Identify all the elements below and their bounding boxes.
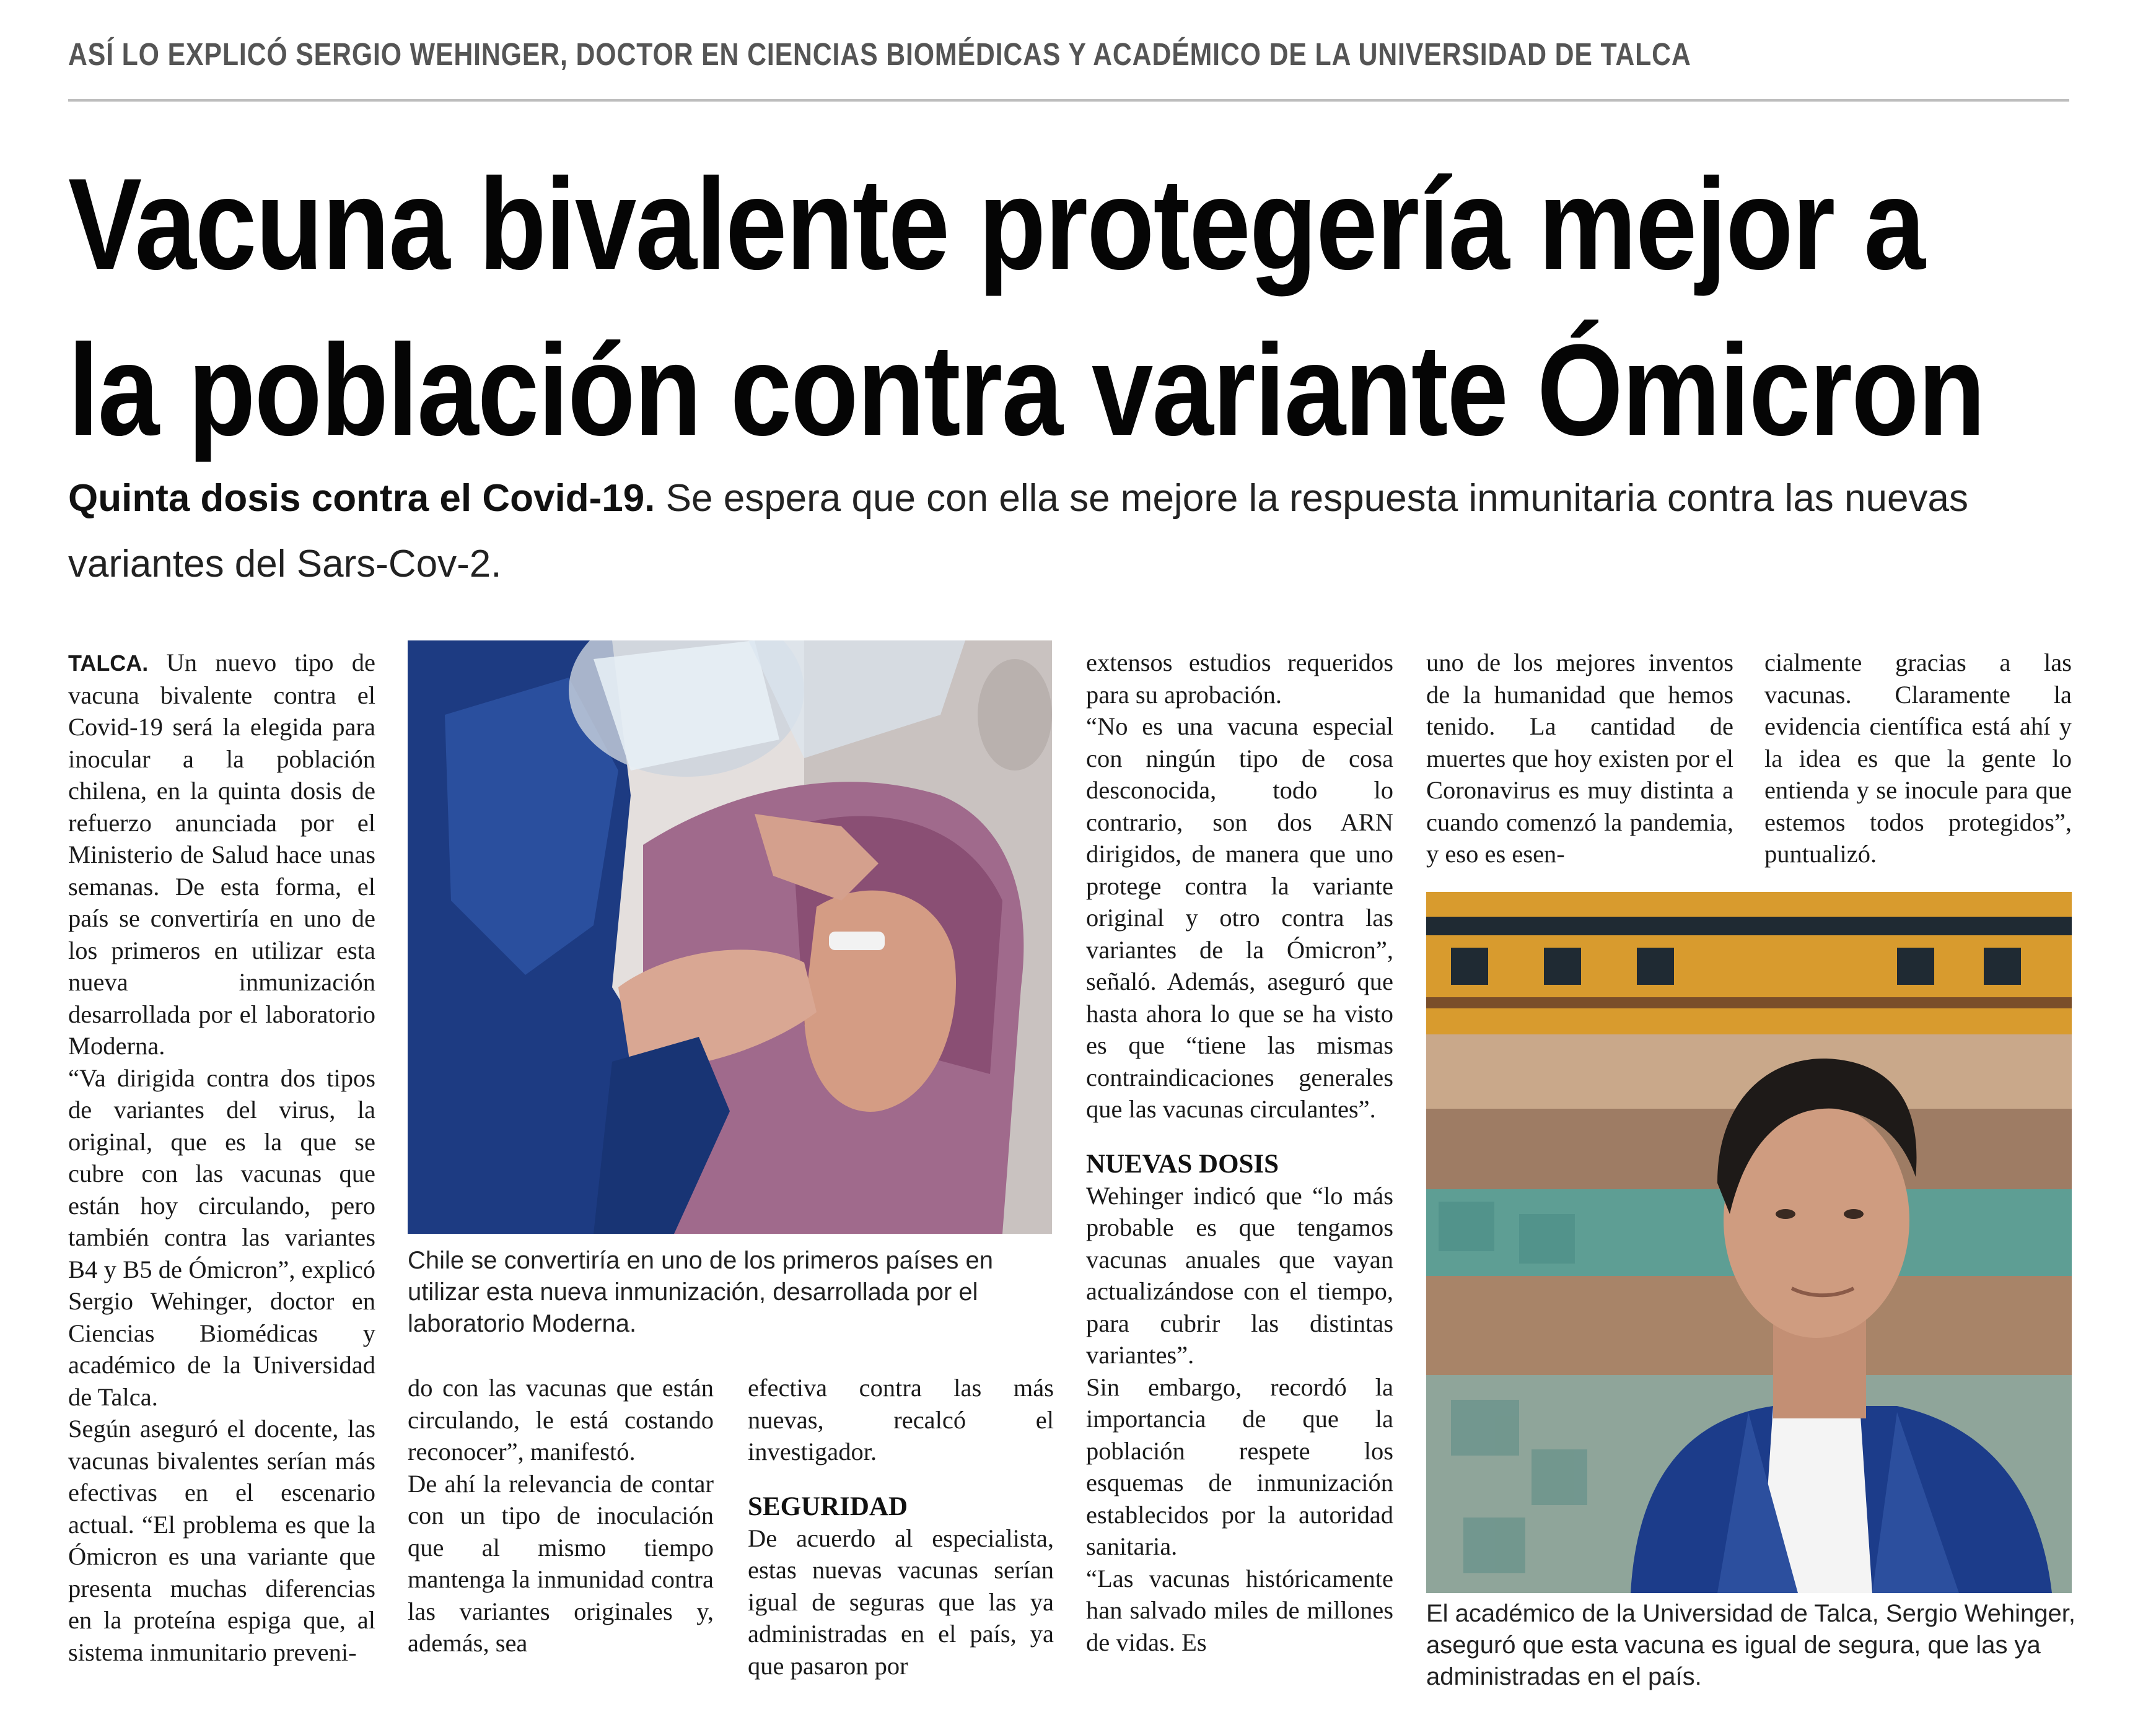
paragraph: De acuerdo al especialista, estas nuevas vacunas serían igual de seguras que las ya administradas en el país, ya que pasaron por <box>748 1524 1054 1680</box>
paragraph: extensos estudios requeridos para su aprobación. <box>1086 649 1393 709</box>
portrait-photo-caption: El académico de la Universidad de Talca, Sergio Wehinger, aseguró que esta vacuna es igual de segura, que las ya administradas en el país. <box>1426 1600 2076 1690</box>
paragraph <box>68 647 375 1062</box>
headline-line-1: Vacuna bivalente protegería mejor a <box>68 151 1925 297</box>
portrait-image <box>1426 892 2072 1593</box>
headline <box>68 141 2069 473</box>
paragraph: “No es una vacuna especial con ningún tipo de cosa desconocida, todo lo contrario, son dos ARN dirigidos, de manera que uno protege contra la variante original y otro contra las variantes de la Ómicron”, señaló. Además, aseguró que hasta ahora lo que se ha visto es que “tiene las mismas contraindicaciones generales que las vacunas circulantes”. <box>1086 712 1393 1123</box>
vaccination-photo-caption: Chile se convertiría en uno de los primeros países en utilizar esta nueva inmunización, desarrollada por el laboratorio Moderna. <box>408 1247 993 1337</box>
paragraph: “Va dirigida contra dos tipos de variantes del virus, la original, que es la que se cubre con las vacunas que están hoy circulando, pero también contra las variantes B4 y B5 de Ómicron”, explicó Sergio Wehinger, doctor en Ciencias Biomédicas y académico de la Universidad de Talca. <box>68 1063 375 1411</box>
paragraph: Sin embargo, recordó la importancia de que la población respete los esquemas de inmunización establecidos por la autoridad sanitaria. <box>1086 1373 1393 1560</box>
paragraph: De ahí la relevancia de contar con un tipo de inoculación que al mismo tiempo mantenga la inmunidad contra las variantes originales y, además, sea <box>408 1469 714 1657</box>
deck-lead: Quinta dosis contra el Covid-19. <box>68 477 655 520</box>
paragraph: Wehinger indicó que “lo más probable es que tengamos vacunas anuales que vayan actualizándose con el tiempo, para cubrir las distintas variantes”. <box>1086 1181 1393 1369</box>
column-4 <box>1086 647 1393 1658</box>
paragraph-text: Un nuevo tipo de vacuna bivalente contra el Covid-19 será la elegida para inocular a la población chilena, en la quinta dosis de refuerzo anunciada por el Ministerio de Salud hace unas semanas. De esta forma, el país se convertiría en uno de los primeros en utilizar esta nueva inmunización desarrollada por el laboratorio Moderna. <box>68 649 375 1060</box>
column-3 <box>748 1372 1054 1682</box>
subhead-seguridad: SEGURIDAD <box>748 1491 908 1521</box>
vaccination-image <box>408 640 1052 1234</box>
vaccination-photo <box>408 640 1052 1234</box>
column-6 <box>1764 647 2072 870</box>
paragraph: uno de los mejores inventos de la humanidad que hemos tenido. La cantidad de muertes que hoy existen por el Coronavirus es muy distinta a cuando comenzó la pandemia, y eso es esen- <box>1426 649 1733 868</box>
subhead-nuevas-dosis: NUEVAS DOSIS <box>1086 1149 1279 1179</box>
kicker: ASÍ LO EXPLICÓ SERGIO WEHINGER, DOCTOR EN CIENCIAS BIOMÉDICAS Y ACADÉMICO DE LA UNIVERSIDAD DE TALCA <box>68 37 1691 72</box>
portrait-photo <box>1426 892 2072 1593</box>
column-5 <box>1426 647 1733 870</box>
deck-text: Se espera que con ella se mejore la respuesta inmunitaria contra las nuevas variantes del Sars-Cov-2. <box>68 477 1968 585</box>
deck <box>68 466 2075 597</box>
divider <box>68 99 2069 102</box>
paragraph: do con las vacunas que están circulando, le está costando reconocer”, manifestó. <box>408 1374 714 1465</box>
paragraph: cialmente gracias a las vacunas. Claramente la evidencia científica está ahí y la idea es que la gente lo entienda y se inocule para que estemos todos protegidos”, puntualizó. <box>1764 649 2072 868</box>
column-2 <box>408 1372 714 1659</box>
column-1 <box>68 647 375 1668</box>
paragraph: efectiva contra las más nuevas, recalcó el investigador. <box>748 1374 1054 1465</box>
paragraph: Según aseguró el docente, las vacunas bivalentes serían más efectivas en el escenario actual. “El problema es que la Ómicron es una variante que presenta muchas diferencias en la proteína espiga que, al sistema inmunitario preveni- <box>68 1415 375 1666</box>
headline-line-2: la población contra variante Ómicron <box>68 317 1985 463</box>
dateline: TALCA. <box>68 650 149 676</box>
paragraph: “Las vacunas históricamente han salvado miles de millones de vidas. Es <box>1086 1564 1393 1656</box>
